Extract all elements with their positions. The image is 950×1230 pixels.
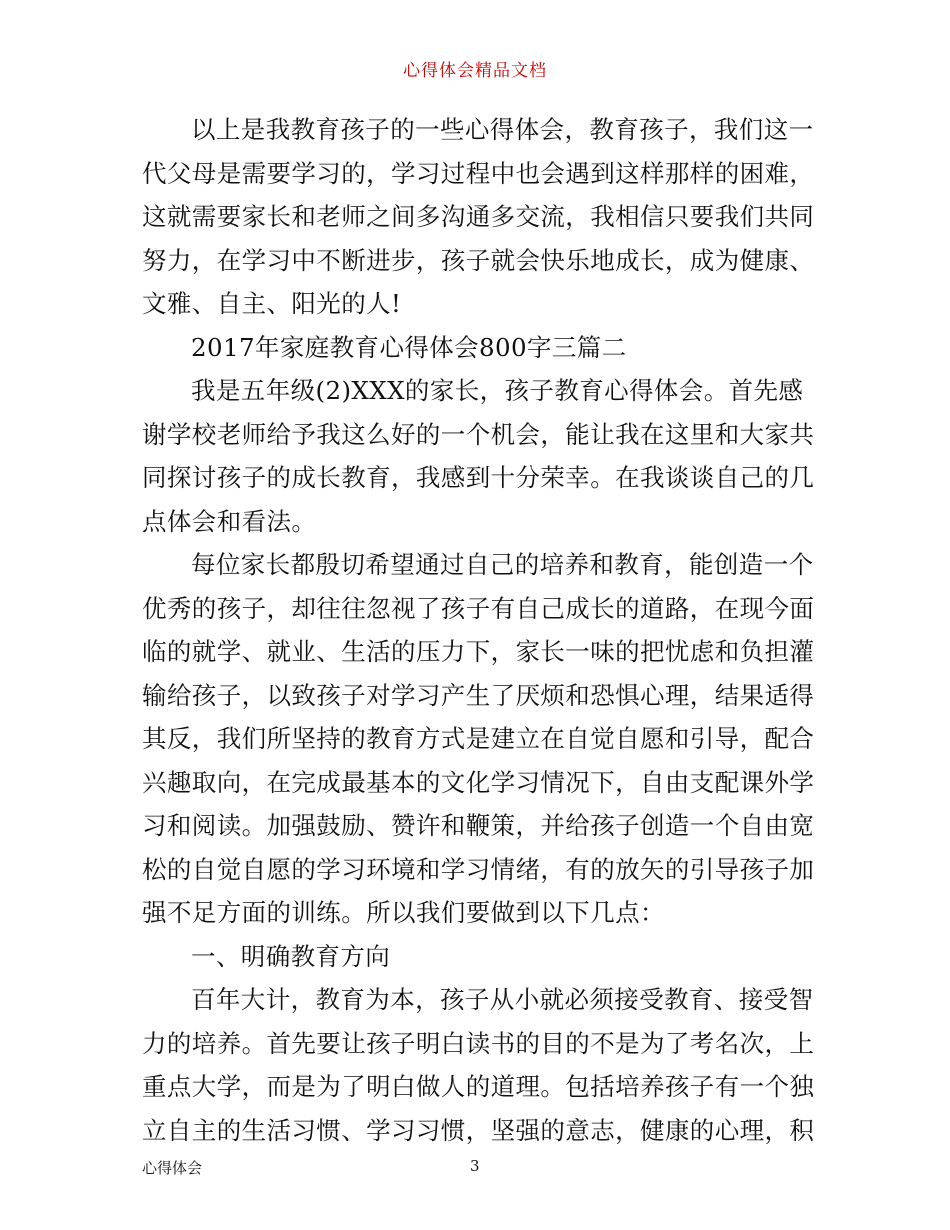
body-line: 代父母是需要学习的，学习过程中也会遇到这样那样的困难， bbox=[142, 158, 814, 188]
body-line: 强不足方面的训练。所以我们要做到以下几点： bbox=[142, 898, 665, 927]
body-line: 兴趣取向，在完成最基本的文化学习情况下，自由支配课外学 bbox=[142, 767, 814, 797]
body-line: 以上是我教育孩子的一些心得体会，教育孩子，我们这一 bbox=[191, 115, 814, 144]
body-line: 文雅、自主、阳光的人! bbox=[142, 289, 402, 318]
body-line: 我是五年级(2)XXX的家长，孩子教育心得体会。首先感 bbox=[191, 376, 804, 405]
section-heading: 一、明确教育方向 bbox=[191, 941, 391, 971]
body-line: 临的就学、就业、生活的压力下，家长一味的把忧虑和负担灌 bbox=[142, 637, 814, 666]
body-line: 每位家长都殷切希望通过自己的培养和教育，能创造一个 bbox=[191, 550, 814, 579]
body-line: 优秀的孩子，却往往忽视了孩子有自己成长的道路，在现今面 bbox=[142, 593, 814, 623]
body-line: 努力，在学习中不断进步，孩子就会快乐地成长，成为健康、 bbox=[142, 245, 814, 275]
body-line: 松的自觉自愿的学习环境和学习情绪，有的放矢的引导孩子加 bbox=[142, 854, 814, 884]
body-line: 其反，我们所坚持的教育方式是建立在自觉自愿和引导，配合 bbox=[142, 724, 814, 753]
body-line: 力的培养。首先要让孩子明白读书的目的不是为了考名次，上 bbox=[142, 1028, 814, 1058]
footer-label: 心得体会 bbox=[142, 1159, 203, 1177]
body-line: 习和阅读。加强鼓励、赞许和鞭策，并给孩子创造一个自由宽 bbox=[142, 811, 814, 840]
body-line: 谢学校老师给予我这么好的一个机会，能让我在这里和大家共 bbox=[142, 419, 814, 449]
body-line: 点体会和看法。 bbox=[142, 506, 317, 536]
document-header-title: 心得体会精品文档 bbox=[403, 61, 547, 81]
document-body bbox=[142, 108, 814, 1152]
body-line: 立自主的生活习惯、学习习惯，坚强的意志，健康的心理，积 bbox=[142, 1115, 814, 1145]
page-number: 3 bbox=[470, 1157, 480, 1175]
body-line: 同探讨孩子的成长教育，我感到十分荣幸。在我谈谈自己的几 bbox=[142, 463, 814, 492]
body-line: 重点大学，而是为了明白做人的道理。包括培养孩子有一个独 bbox=[142, 1072, 814, 1101]
body-line: 这就需要家长和老师之间多沟通多交流，我相信只要我们共同 bbox=[142, 202, 814, 231]
body-line: 百年大计，教育为本，孩子从小就必须接受教育、接受智 bbox=[191, 985, 814, 1014]
section-heading: 2017年家庭教育心得体会800字三篇二 bbox=[191, 332, 627, 362]
body-line: 输给孩子，以致孩子对学习产生了厌烦和恐惧心理，结果适得 bbox=[142, 680, 814, 710]
